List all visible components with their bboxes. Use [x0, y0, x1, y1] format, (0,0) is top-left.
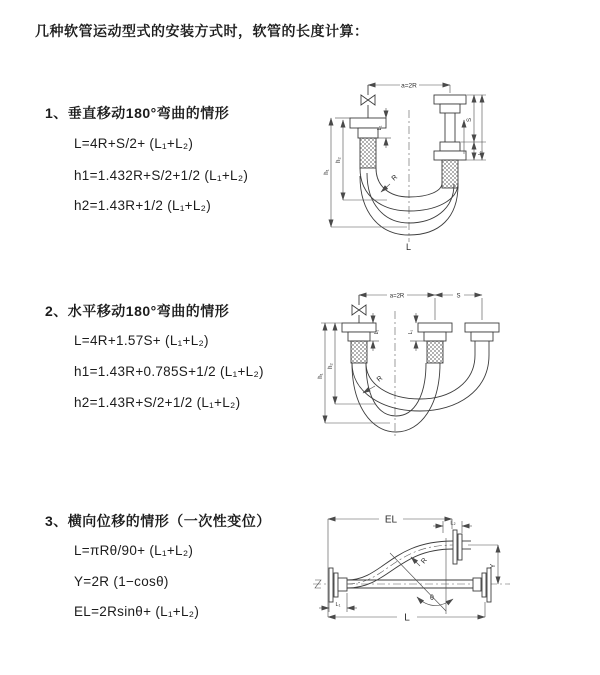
dim-label-s: S — [456, 293, 461, 300]
dim-label-a2r: a=2R — [401, 82, 417, 90]
section-3-formula-EL: EL=2Rsinθ+ (L₁+L₂) — [74, 604, 200, 619]
left-flange — [329, 568, 347, 602]
dim-label-l1-left: L₁ — [377, 125, 383, 131]
dim-label-y: Y — [490, 563, 497, 569]
right-fitting — [434, 95, 466, 188]
page-title: 几种软管运动型式的安装方式时，软管的长度计算： — [35, 23, 369, 39]
left-fitting — [342, 323, 376, 363]
dim-label-h2: h₂ — [328, 363, 334, 369]
section-1-formula-h2: h2=1.43R+1/2 (L₁+L₂) — [74, 198, 212, 213]
section-1-formula-L: L=4R+S/2+ (L₁+L₂) — [74, 136, 194, 151]
dim-label-l: L — [404, 612, 410, 624]
middle-fitting — [418, 323, 452, 363]
section-3-heading: 3、横向位移的情形（一次性变位） — [45, 513, 271, 529]
section-3-formula-L: L=πRθ/90+ (L₁+L₂) — [74, 543, 194, 558]
diagram-vertical-180-bend — [315, 70, 600, 255]
angle-label: θ — [430, 595, 434, 602]
section-2-formula-h2: h2=1.43R+S/2+1/2 (L₁+L₂) — [74, 395, 241, 410]
dim-label-l1-a: L₁ — [374, 329, 380, 335]
section-2-formula-h1: h1=1.43R+0.785S+1/2 (L₁+L₂) — [74, 364, 264, 379]
hose-curves — [352, 355, 489, 432]
section-2-formula-L: L=4R+1.57S+ (L₁+L₂) — [74, 333, 209, 348]
radius-label: R — [375, 374, 385, 384]
dim-label-h2: h₂ — [336, 157, 342, 163]
dim-label-h1: h₁ — [318, 373, 324, 379]
dim-label-l1-b: L₁ — [408, 329, 414, 335]
valve-icon — [361, 85, 375, 118]
dim-label-l1: L₁ — [335, 602, 341, 608]
curved-hose — [347, 541, 453, 588]
diagram-horizontal-180-bend — [315, 283, 600, 453]
upper-flange — [453, 530, 498, 564]
length-label: L — [406, 242, 412, 252]
dim-label-l1-right: L₁ — [478, 150, 484, 156]
section-3-formula-Y: Y=2R (1−cosθ) — [74, 574, 169, 589]
dim-label-l2: L₂ — [450, 520, 456, 527]
valve-icon — [352, 295, 366, 323]
section-2-heading: 2、水平移动180°弯曲的情形 — [45, 303, 230, 319]
dim-label-s: S — [467, 117, 473, 123]
dim-label-a2r: a=2R — [389, 293, 405, 300]
section-1-formula-h1: h1=1.432R+S/2+1/2 (L₁+L₂) — [74, 168, 249, 183]
section-1-heading: 1、垂直移动180°弯曲的情形 — [45, 105, 230, 121]
right-flange — [473, 568, 491, 602]
dim-label-h1: h₁ — [324, 169, 330, 175]
dim-label-el: EL — [384, 514, 398, 526]
radius-label: R — [420, 556, 429, 566]
right-fitting — [465, 323, 499, 355]
diagram-lateral-displacement — [305, 500, 600, 640]
left-fitting — [350, 118, 386, 168]
radius-label: R — [390, 173, 400, 183]
